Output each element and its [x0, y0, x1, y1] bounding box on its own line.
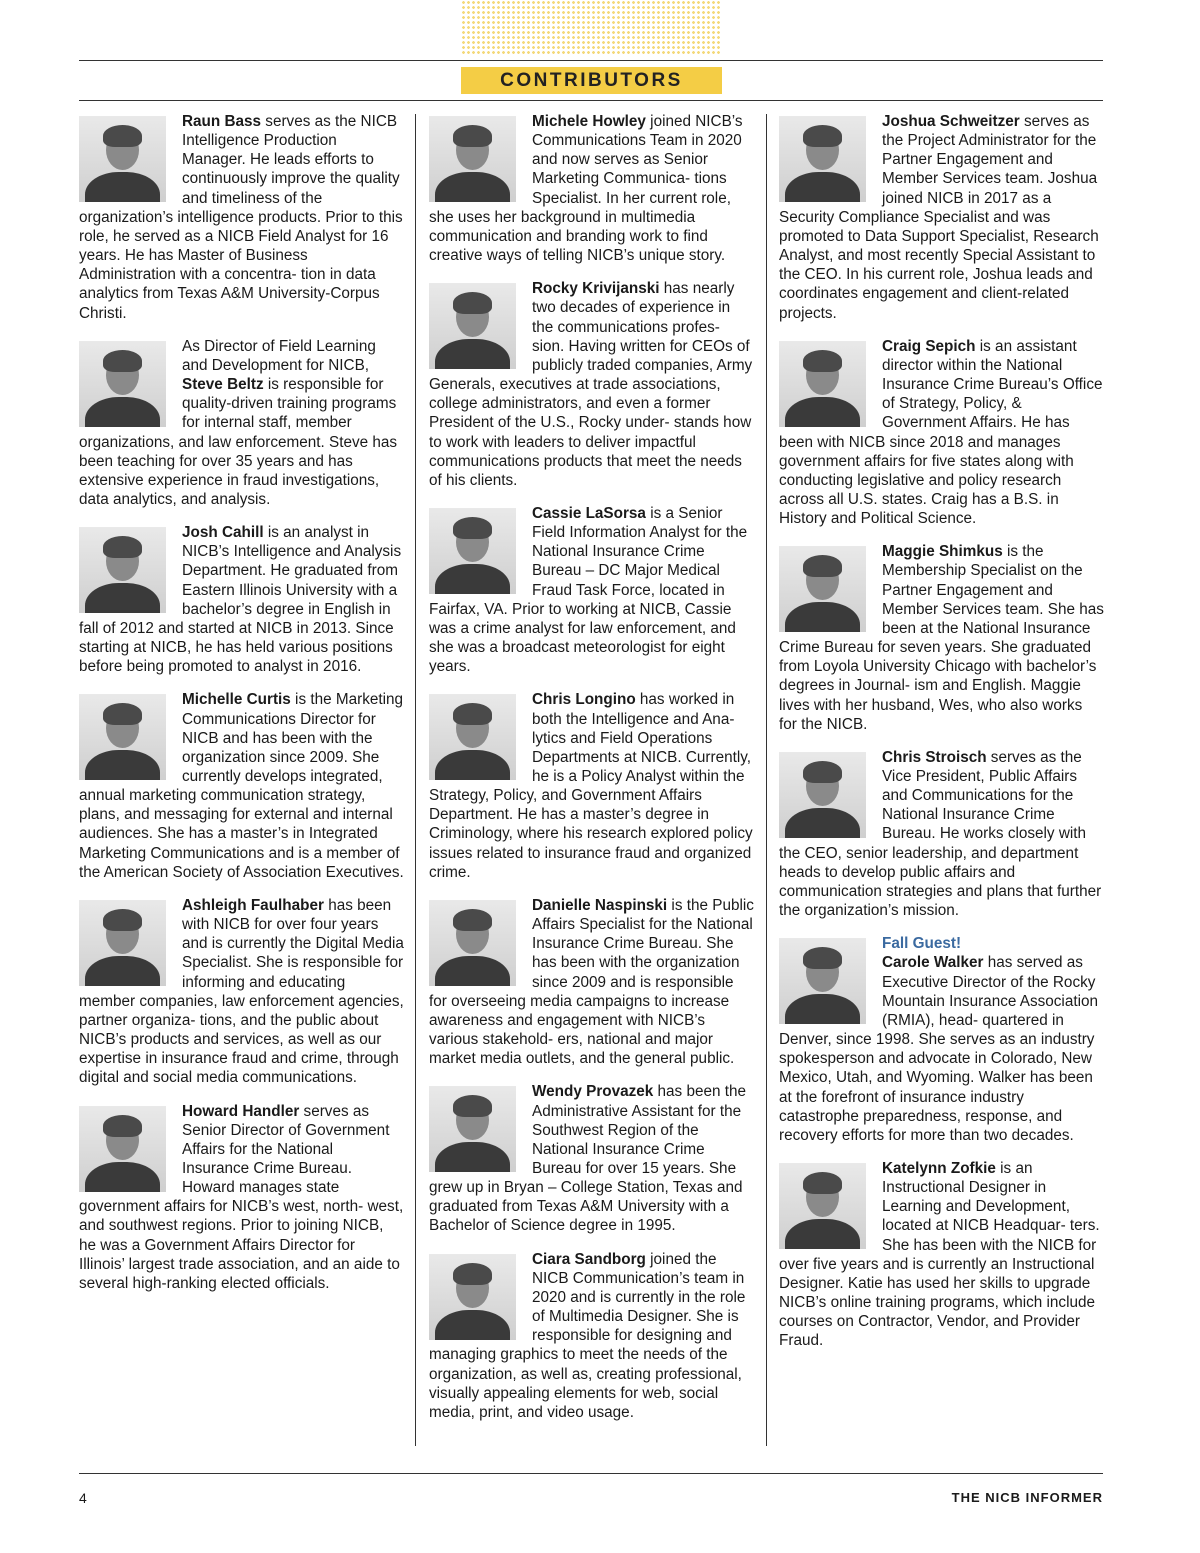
contributor-name: Maggie Shimkus [882, 543, 1003, 561]
contributor-bio [429, 896, 755, 1068]
banner-rule [79, 100, 1103, 101]
contributor-photo [79, 341, 166, 427]
contributor-name: Cassie LaSorsa [532, 504, 646, 522]
header-dot-pattern [461, 0, 722, 55]
contributor-photo [779, 752, 866, 838]
guest-label: Fall Guest! [882, 935, 962, 953]
bio-text: is a Senior Field Information Analyst for the National Insurance Crime Bureau – DC Major Medical Fraud Task Force, located in Fairfax, VA. Prior to working at NICB, Cassie was a crime analyst for law enforcement, and she was a broadcast meteorologist for eight years. [429, 504, 748, 676]
bio-text: is an assistant director within the National Insurance Crime Bureau’s Office of Strategy, Policy, & Government Affairs. He has been with NICB since 2018 and manages government affairs for five states along with conducting legislative and policy research across all U.S. states. Craig has a B.S. in History and Political Science. [779, 337, 1103, 528]
contributor-bio [79, 690, 404, 882]
contributor-bio [429, 1250, 755, 1422]
publication-name: THE NICB INFORMER [951, 1490, 1103, 1505]
contributor-photo [779, 116, 866, 202]
bio-intro: As Director of Field Learning and Development for NICB, [182, 337, 376, 374]
contributors-column-1 [79, 112, 404, 1307]
contributor-name: Danielle Naspinski [532, 896, 668, 914]
contributor-name: Chris Stroisch [882, 748, 987, 766]
contributor-bio [429, 504, 755, 676]
bio-text: serves as the Project Administrator for the Partner Engagement and Member Services team. Joshua joined NICB in 2017 as a Security Compliance Specialist and was promoted to Data Support Specialist, Research Analyst, and most recently Special Assistant to the CEO. In his current role, Joshua leads and coordinates engagement and client-related projects. [779, 113, 1099, 322]
section-banner: CONTRIBUTORS [461, 67, 722, 94]
contributor-photo [779, 1163, 866, 1249]
contributor-name: Michele Howley [532, 113, 646, 130]
column-divider [415, 114, 416, 1446]
bio-text: has worked in both the Intelligence and Ana- lytics and Field Operations Departments at NICB. Currently, he is a Policy Analyst within the Strategy, Policy, and Government Affairs Department. He has a master’s degree in Criminology, where his research explored policy issues related to insurance fraud and organized crime. [429, 691, 753, 881]
contributor-photo [429, 508, 516, 594]
contributor-bio [779, 337, 1104, 529]
contributor-bio [429, 1082, 755, 1235]
contributor-name: Rocky Krivijanski [532, 280, 660, 298]
bio-text: has served as Executive Director of the Rocky Mountain Insurance Association (RMIA), head- quartered in Denver, since 1998. She serves as an industry spokesperson and advocate in Colorado, New Mexico, Utah, and Wyoming. Walker has been at the forefront of insurance industry catastrophe preparedness, response, and recovery efforts for more than two decades. [779, 954, 1098, 1144]
bio-text: is the Public Affairs Specialist for the National Insurance Crime Bureau. She has been with the organization since 2009 and is responsible for overseeing media campaigns to increase awareness and engagement with NICB’s various stakehold- ers, national and major market media outlets, and the general public. [429, 896, 754, 1068]
contributor-name: Raun Bass [182, 113, 262, 130]
contributor-name: Michelle Curtis [182, 691, 291, 709]
bio-text: joined NICB’s Communications Team in 2020 and now serves as Senior Marketing Communica- tions Specialist. In her current role, she uses her background in multimedia communication and branding work to find creative ways of telling NICB’s unique story. [429, 113, 743, 265]
contributor-bio [779, 542, 1104, 734]
contributor-photo [779, 938, 866, 1024]
contributor-bio [779, 748, 1104, 920]
contributor-name: Joshua Schweitzer [882, 113, 1020, 130]
contributor-bio [429, 690, 755, 882]
contributor-photo [779, 546, 866, 632]
bio-text: joined the NICB Communication’s team in 2020 and is currently in the role of Multimedia Designer. She is responsible for designing and managing graphics to meet the needs of the organization, as well as, creating professional, visually appealing elements for web, social media, print, and video usage. [429, 1250, 746, 1421]
contributor-name: Carole Walker [882, 954, 984, 972]
contributor-bio [429, 112, 755, 265]
contributor-photo [429, 116, 516, 202]
bio-text: is an Instructional Designer in Learning and Development, located at NICB Headquar- ters. She has been with the NICB for over five years and is currently an Instructional Designer. Katie has used her skills to upgrade NICB’s online training programs, which include courses on Contractor, Vendor, and Provider Fraud. [779, 1159, 1100, 1350]
contributor-photo [429, 1254, 516, 1340]
contributor-name: Craig Sepich [882, 337, 976, 355]
contributor-bio [79, 896, 404, 1088]
bio-text: is the Marketing Communications Director for NICB and has been with the organization since 2009. She currently develops integrated, annual marketing communication strategy, plans, and messaging for external and internal audiences. She has a master’s in Integrated Marketing Communications and is a member of the American Society of Association Executives. [79, 691, 404, 881]
bio-text: has been with NICB for over four years and is currently the Digital Media Specialist. She is responsible for informing and educating member companies, law enforcement agencies, partner organiza- tions, and the public about NICB’s products and services, as well as our expertise in insurance fraud and crime, through digital and social media communications. [79, 896, 404, 1087]
contributor-photo [429, 283, 516, 369]
contributor-photo [429, 900, 516, 986]
footer-rule [79, 1473, 1103, 1474]
bio-text: serves as Senior Director of Government Affairs for the National Insurance Crime Bureau. Howard manages state government affairs for NICB’s west, north- west, and southwest regions. Prior to joining NICB, he was a Government Affairs Director for Illinois’ largest trade association, and an aide to several high-ranking elected officials. [79, 1102, 404, 1292]
bio-text: is an analyst in NICB’s Intelligence and Analysis Department. He graduated from Eastern Illinois University with a bachelor’s degree in English in fall of 2012 and started at NICB in 2013. Since starting at NICB, he has held various positions before being promoted to analyst in 2016. [79, 524, 402, 676]
contributor-bio [429, 279, 755, 490]
contributor-name: Wendy Provazek [532, 1083, 654, 1101]
bio-text: has been the Administrative Assistant for the Southwest Region of the National Insurance Crime Bureau for over 15 years. She grew up in Bryan – College Station, Texas and graduated from Texas A&M University with a Bachelor of Science degree in 1995. [429, 1083, 747, 1235]
contributor-bio [79, 337, 404, 509]
contributor-photo [79, 527, 166, 613]
bio-text: is the Membership Specialist on the Partner Engagement and Member Services team. She has been at the National Insurance Crime Bureau for seven years. She graduated from Loyola University Chicago with bachelor’s degrees in Journal- ism and English. Maggie lives with her husband, Wes, who also works for the NICB. [779, 543, 1104, 733]
contributor-bio [779, 1159, 1104, 1351]
contributor-photo [79, 116, 166, 202]
contributor-name: Katelynn Zofkie [882, 1159, 996, 1177]
contributor-bio [79, 1102, 404, 1294]
contributor-photo [79, 900, 166, 986]
contributor-bio [79, 112, 404, 323]
contributor-name: Ciara Sandborg [532, 1250, 646, 1268]
bio-text: serves as the Vice President, Public Affairs and Communications for the National Insurance Crime Bureau. He works closely with the CEO, senior leadership, and department heads to develop public affairs and communication strategies and plans that further the organization’s mission. [779, 748, 1102, 920]
contributor-photo [429, 694, 516, 780]
contributor-name: Howard Handler [182, 1102, 300, 1120]
contributor-photo [79, 694, 166, 780]
page-number: 4 [79, 1490, 87, 1506]
contributor-name: Steve Beltz [182, 376, 264, 394]
header-rule [79, 60, 1103, 61]
contributor-name: Chris Longino [532, 691, 636, 709]
bio-text: is responsible for quality-driven training programs for internal staff, member organizations, and law enforcement. Steve has been teaching for over 35 years and has extensive experience in fraud investigations, data analytics, and analysis. [79, 376, 398, 508]
contributor-photo [779, 341, 866, 427]
contributors-column-3 [779, 112, 1104, 1365]
contributor-name: Josh Cahill [182, 524, 264, 542]
bio-text: serves as the NICB Intelligence Production Manager. He leads efforts to continuously improve the quality and timeliness of the organization’s intelligence products. Prior to this role, he served as a NICB Field Analyst for 16 years. He has Master of Business Administration with a concentra- tion in data analytics from Texas A&M University-Corpus Christi. [79, 113, 403, 322]
column-divider [766, 114, 767, 1446]
contributor-bio [779, 934, 1104, 1145]
contributor-bio [779, 112, 1104, 323]
contributor-photo [429, 1086, 516, 1172]
bio-text: has nearly two decades of experience in the communications profes- sion. Having written for CEOs of publicly traded companies, Army Generals, executives at trade associations, college administrators, and even a former President of the U.S., Rocky under- stands how to work with leaders to deliver impactful communications products that meet the needs of his clients. [429, 280, 753, 489]
contributors-column-2 [429, 112, 755, 1436]
contributor-name: Ashleigh Faulhaber [182, 896, 324, 914]
contributor-bio [79, 523, 404, 676]
contributor-photo [79, 1106, 166, 1192]
